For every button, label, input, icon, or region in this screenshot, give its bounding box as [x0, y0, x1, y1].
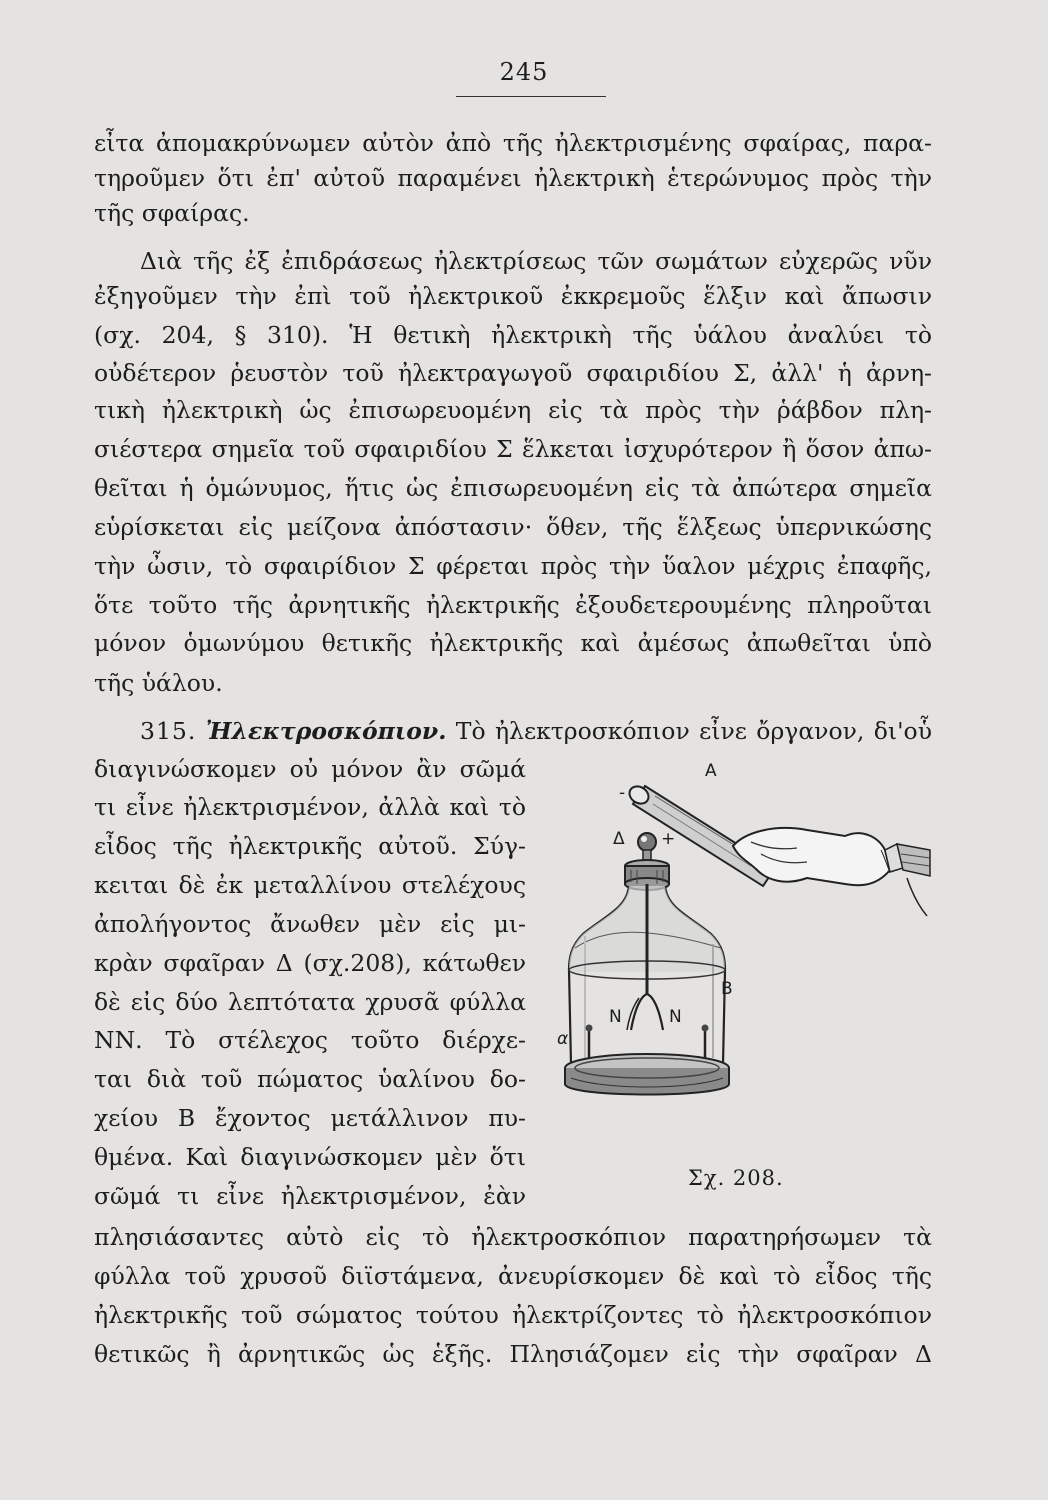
text-line: τικὴ ἠλεκτρικὴ ὡς ἐπισωρευομένη εἰς τὰ πρὸς τὴν ῥάβδον πλη- [94, 396, 932, 424]
text-line: ται διὰ τοῦ πώματος ὑαλίνου δο- [94, 1065, 526, 1093]
text-line: χείου Β ἔχοντος μετάλλινον πυ- [94, 1104, 526, 1132]
text-line: ἠλεκτρικῆς τοῦ σώματος τούτου ἠλεκτρίζοντες τὸ ἠλεκτροσκόπιον [94, 1301, 932, 1329]
text-line: εὑρίσκεται εἰς μείζονα ἀπόστασιν· ὅθεν, τῆς ἕλξεως ὑπερνικώσης [94, 513, 932, 541]
section-intro: Τὸ ἠλεκτροσκόπιον εἶνε ὄργανον, δι'οὗ [455, 717, 932, 745]
text-line: (σχ. 204, § 310). Ἡ θετικὴ ἠλεκτρικὴ τῆς ὑάλου ἀναλύει τὸ [94, 321, 932, 349]
text-line: ἐξηγοῦμεν τὴν ἐπὶ τοῦ ἠλεκτρικοῦ ἐκκρεμοῦς ἕλξιν καὶ ἄπωσιν [94, 282, 932, 310]
figure-caption: Σχ. 208. [688, 1166, 784, 1190]
label-leaf-right: N [669, 1007, 682, 1027]
text-line: δὲ εἰς δύο λεπτότατα χρυσᾶ φύλλα [94, 988, 526, 1016]
section-number: 315. [140, 717, 197, 745]
text-line: διαγινώσκομεν οὐ μόνον ἂν σῶμά [94, 755, 526, 783]
text-line: πλησιάσαντες αὐτὸ εἰς τὸ ἠλεκτροσκόπιον παρατηρήσωμεν τὰ [94, 1223, 932, 1251]
text-line: οὐδέτερον ῥευστὸν τοῦ ἠλεκτραγωγοῦ σφαιριδίου Σ, ἀλλ' ἡ ἀρνη- [94, 359, 932, 387]
text-line: τῆς ὑάλου. [94, 669, 223, 697]
text-line: τι εἶνε ἠλεκτρισμένον, ἀλλὰ καὶ τὸ [94, 793, 526, 821]
label-plus: + [661, 829, 676, 849]
label-rod: A [705, 761, 717, 781]
text-line: κειται δὲ ἐκ μεταλλίνου στελέχους [94, 871, 526, 899]
text-line: τηροῦμεν ὅτι ἐπ' αὐτοῦ παραμένει ἠλεκτρικὴ ἑτερώνυμος πρὸς τὴν [94, 164, 932, 192]
text-line: τὴν ὦσιν, τὸ σφαιρίδιον Σ φέρεται πρὸς τὴν ὕαλον μέχρις ἐπαφῆς, [94, 552, 932, 580]
text-line: σῶμά τι εἶνε ἠλεκτρισμένον, ἐὰν [94, 1182, 526, 1210]
label-leaf-left: N [609, 1007, 622, 1027]
text-line: ὅτε τοῦτο τῆς ἀρνητικῆς ἠλεκτρικῆς ἐξουδετερουμένης πληροῦται [94, 591, 932, 619]
label-post: α [557, 1029, 569, 1049]
text-line: φύλλα τοῦ χρυσοῦ διϊστάμενα, ἀνευρίσκομεν δὲ καὶ τὸ εἶδος τῆς [94, 1262, 932, 1290]
text-line: κρὰν σφαῖραν Δ (σχ.208), κάτωθεν [94, 949, 526, 977]
label-jar: B [721, 979, 733, 999]
section-title: Ἠλεκτροσκόπιον. [205, 717, 447, 745]
electroscope-figure [545, 758, 945, 1203]
text-line: τῆς σφαίρας. [94, 199, 250, 227]
section-heading-line [140, 714, 932, 748]
label-minus: - [619, 783, 626, 803]
text-line: θετικῶς ἢ ἀρνητικῶς ὡς ἑξῆς. Πλησιάζομεν εἰς τὴν σφαῖραν Δ [94, 1340, 932, 1368]
label-sphere: Δ [613, 829, 625, 849]
page-number: 245 [499, 58, 549, 86]
text-line: Διὰ τῆς ἐξ ἐπιδράσεως ἠλεκτρίσεως τῶν σωμάτων εὐχερῶς νῦν [140, 247, 932, 275]
metal-base [565, 1054, 729, 1095]
hand [733, 828, 930, 916]
text-line: θεῖται ἡ ὁμώνυμος, ἥτις ὡς ἐπισωρευομένη εἰς τὰ ἀπώτερα σημεῖα [94, 474, 932, 502]
header-rule [456, 96, 606, 97]
text-line: ΝΝ. Τὸ στέλεχος τοῦτο διέρχε- [94, 1026, 526, 1054]
text-line: θμένα. Καὶ διαγινώσκομεν μὲν ὅτι [94, 1143, 526, 1171]
text-line: σιέστερα σημεῖα τοῦ σφαιριδίου Σ ἕλκεται ἰσχυρότερον ἢ ὅσον ἀπω- [94, 435, 932, 463]
text-line: ἀπολήγοντος ἄνωθεν μὲν εἰς μι- [94, 910, 526, 938]
text-line: εἶτα ἀπομακρύνωμεν αὐτὸν ἀπὸ τῆς ἠλεκτρισμένης σφαίρας, παρα- [94, 129, 932, 157]
text-line: μόνον ὁμωνύμου θετικῆς ἠλεκτρικῆς καὶ ἀμέσως ἀπωθεῖται ὑπὸ [94, 629, 932, 657]
text-line: εἶδος τῆς ἠλεκτρικῆς αὐτοῦ. Σύγ- [94, 832, 526, 860]
